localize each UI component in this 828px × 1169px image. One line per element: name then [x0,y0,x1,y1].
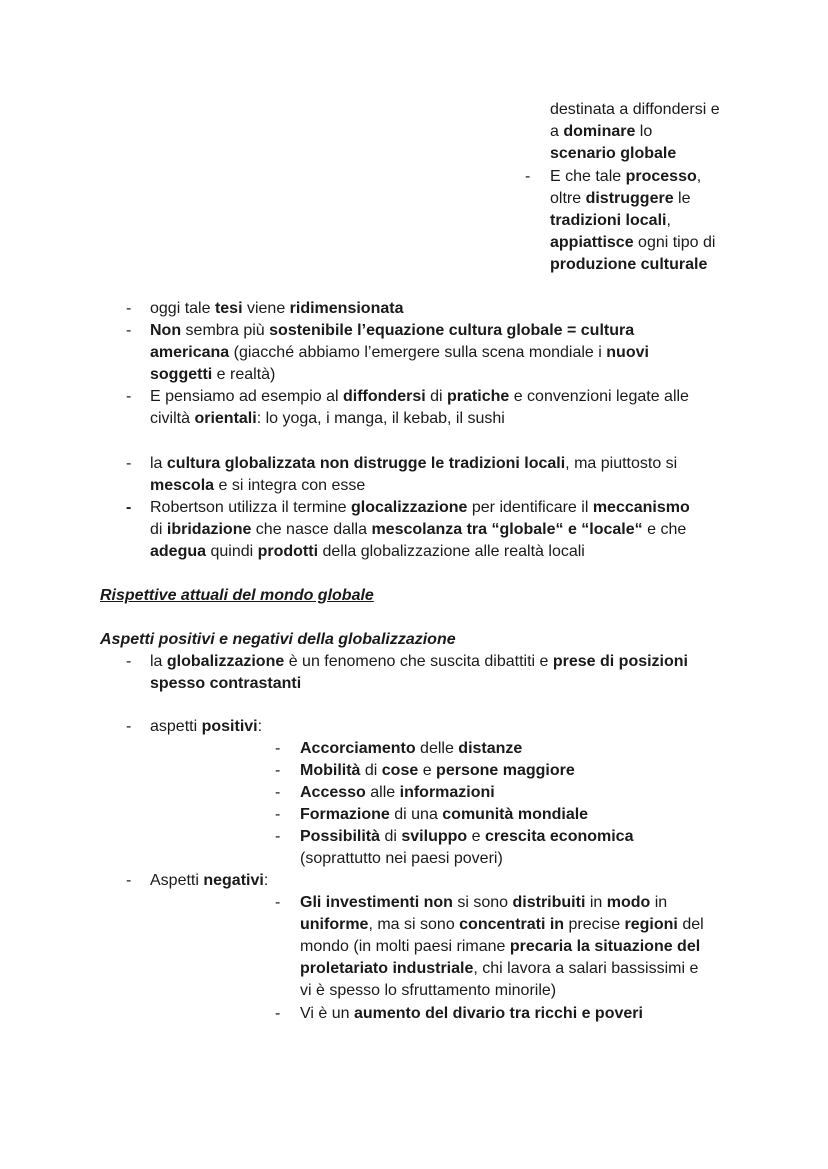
bold-text: ibridazione [166,521,252,538]
bullet-dash: - [275,806,281,823]
list-item: Accorciamento delle distanze [300,740,523,757]
text-line: E pensiamo ad esempio al diffondersi di pratiche e convenzioni legate alle [150,388,689,405]
text-line: adegua quindi prodotti della globalizzazione alle realtà locali [150,543,585,560]
bold-text: Possibilità [300,828,381,845]
text-line: Robertson utilizza il termine glocalizzazione per identificare il meccanismo [150,499,690,516]
bold-text: sostenibile l’equazione cultura globale = cultura [269,322,635,339]
bold-text: Gli investimenti non [300,894,453,911]
list-item: Vi è un aumento del divario tra ricchi e poveri [300,1005,643,1022]
bold-text: distruggere [585,190,674,207]
text-line: civiltà orientali: lo yoga, i manga, il kebab, il sushi [150,410,505,427]
bold-text: Mobilità [300,762,361,779]
bullet-dash: - [126,388,132,405]
bold-text: tesi [214,300,243,317]
bold-text: meccanismo [592,499,690,516]
text-line: a dominare lo [550,123,653,140]
bullet-dash: - [275,828,281,845]
bold-text: Accorciamento [300,740,416,757]
bold-text: cose [381,762,419,779]
bold-text: nuovi [606,344,649,361]
bold-text: americana [150,344,230,361]
bold-text: persone maggiore [436,762,575,779]
bold-text: comunità mondiale [442,806,589,823]
list-item: uniforme, ma si sono concentrati in precise regioni del [300,916,704,933]
bold-text: dominare [563,123,636,140]
bullet-dash: - [126,718,132,735]
bullet-dash: - [525,168,531,185]
bold-text: proletariato industriale [300,960,474,977]
bold-text: aumento del divario tra ricchi e poveri [353,1005,643,1022]
bold-text: negativi [203,872,264,889]
text-line: oltre distruggere le [550,190,691,207]
bold-text: Non [150,322,182,339]
bullet-dash: - [126,300,132,317]
negatives-label: Aspetti negativi: [150,872,269,889]
positives-label: aspetti positivi: [150,718,263,735]
text-line [150,673,301,695]
text-line: E che tale processo, [550,168,702,185]
bold-text: uniforme [300,916,369,933]
bullet-dash: - [275,762,281,779]
list-item: Possibilità di sviluppo e crescita economica [300,828,634,845]
bold-text: diffondersi [343,388,426,405]
text-line: di ibridazione che nasce dalla mescolanza tra “globale“ e “locale“ e che [150,521,687,538]
list-item: mondo (in molti paesi rimane precaria la situazione del [300,938,701,955]
bullet-dash: - [126,653,132,670]
text-line: oggi tale tesi viene ridimensionata [150,300,404,317]
bold-text: crescita economica [484,828,634,845]
bold-text: processo [625,168,697,185]
bold-text: mescola [150,477,215,494]
text-line: destinata a diffondersi e [550,101,720,118]
bullet-dash: - [275,740,281,757]
bullet-dash: - [126,499,132,516]
bold-text: glocalizzazione [350,499,468,516]
bold-text: Accesso [300,784,366,801]
text-line: Non sembra più sostenibile l’equazione cultura globale = cultura [150,322,635,339]
text-line: appiattisce ogni tipo di [550,234,716,251]
bold-text: adegua [150,543,207,560]
bold-text: precaria la situazione del [509,938,701,955]
bullet-dash: - [275,1005,281,1022]
bold-text: pratiche [447,388,510,405]
bold-text: distanze [458,740,523,757]
bold-text: informazioni [399,784,495,801]
list-item: Formazione di una comunità mondiale [300,806,589,823]
bold-text: tradizioni locali [550,212,667,229]
section-heading: Rispettive attuali del mondo globale [100,587,374,604]
bold-text: appiattisce [550,234,634,251]
text-line: la globalizzazione è un fenomeno che suscita dibattiti e prese di posizioni [150,653,688,670]
list-item: Mobilità di cose e persone maggiore [300,762,575,779]
text-line: tradizioni locali, [550,212,671,229]
bold-text: orientali [194,410,257,427]
bullet-dash: - [275,784,281,801]
bold-text: spesso contrastanti [150,675,302,692]
bullet-dash: - [126,872,132,889]
bullet-dash: - [126,322,132,339]
bold-text: sviluppo [401,828,468,845]
bold-text: produzione culturale [550,256,708,273]
list-item: Accesso alle informazioni [300,784,495,801]
text-line: soggetti e realtà) [150,366,276,383]
list-item: proletariato industriale, chi lavora a salari bassissimi e [300,960,699,977]
bold-text: prese di posizioni [552,653,688,670]
text-line [550,254,707,276]
text-line: mescola e si integra con esse [150,477,366,494]
text-line: la cultura globalizzata non distrugge le tradizioni locali, ma piuttosto si [150,455,678,472]
bold-text: mescolanza tra “globale“ e “locale“ [371,521,643,538]
list-item: vi è spesso lo sfruttamento minorile) [300,982,557,999]
bold-text: scenario globale [550,145,677,162]
bold-text: cultura globalizzata non distrugge le tradizioni locali [166,455,566,472]
list-item: Gli investimenti non si sono distribuiti in modo in [300,894,668,911]
bold-text: distribuiti [512,894,586,911]
bold-text: concentrati in [459,916,565,933]
text-line [550,143,676,165]
bold-text: ridimensionata [289,300,404,317]
bold-text: soggetti [150,366,213,383]
list-item: (soprattutto nei paesi poveri) [300,850,503,867]
text-line: americana (giacché abbiamo l’emergere sulla scena mondiale i nuovi [150,344,649,361]
bullet-dash: - [275,894,281,911]
bold-text: Formazione [300,806,390,823]
bold-text: modo [606,894,651,911]
bold-text: globalizzazione [166,653,285,670]
bold-text: prodotti [257,543,319,560]
bold-text: positivi [201,718,258,735]
section-heading: Aspetti positivi e negativi della globalizzazione [100,631,456,648]
bullet-dash: - [126,455,132,472]
bold-text: regioni [624,916,678,933]
